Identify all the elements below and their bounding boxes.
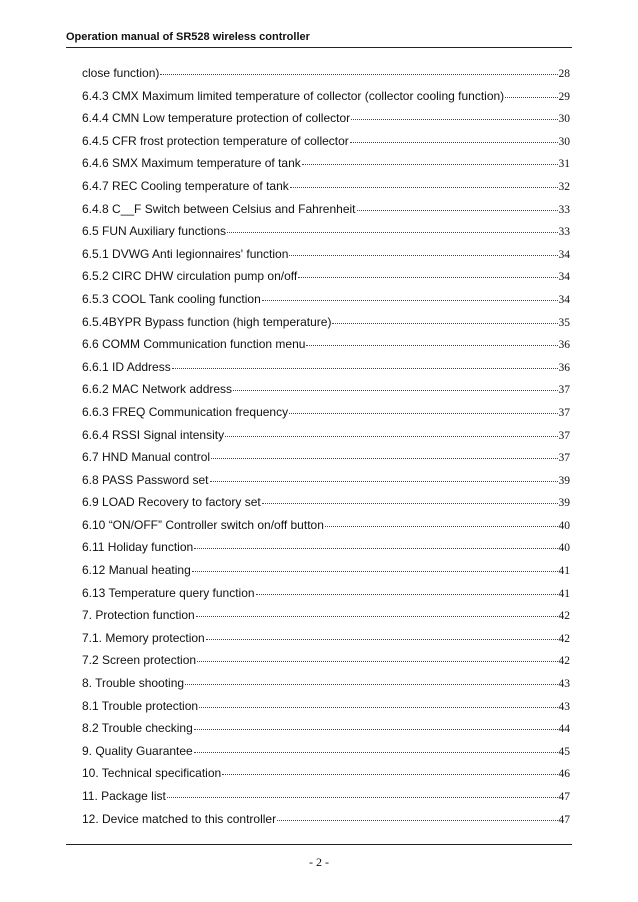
toc-entry[interactable]: [82, 540, 570, 563]
toc-entry-title: 6.7 HND Manual control: [82, 450, 211, 465]
toc-entry-page-number: 37: [558, 406, 570, 419]
toc-entry-title: 6.6.4 RSSI Signal intensity: [82, 427, 225, 442]
toc-entry[interactable]: [82, 89, 570, 112]
toc-entry-page-number: 46: [558, 768, 570, 781]
toc-dot-leader: [167, 787, 558, 798]
toc-entry-page-number: 37: [558, 452, 570, 465]
toc-entry[interactable]: [82, 156, 570, 179]
toc-entry[interactable]: [82, 586, 570, 609]
toc-entry-title: 7. Protection function: [82, 608, 195, 623]
toc-entry[interactable]: [82, 473, 570, 496]
toc-entry[interactable]: [82, 766, 570, 789]
toc-entry-title: 6.11 Holiday function: [82, 540, 194, 555]
toc-entry[interactable]: [82, 360, 570, 383]
toc-dot-leader: [351, 109, 557, 120]
toc-dot-leader: [206, 629, 558, 640]
toc-entry-title: 6.6.2 MAC Network address: [82, 382, 233, 397]
toc-dot-leader: [256, 584, 558, 595]
toc-entry-title: 6.6 COMM Communication function menu: [82, 337, 306, 352]
toc-dot-leader: [192, 561, 558, 572]
toc-entry-title: 8. Trouble shooting: [82, 676, 185, 691]
toc-entry-page-number: 39: [558, 497, 570, 510]
toc-entry-page-number: 32: [558, 180, 570, 193]
toc-entry-title: 6.5.2 CIRC DHW circulation pump on/off: [82, 269, 298, 284]
toc-entry[interactable]: [82, 495, 570, 518]
toc-dot-leader: [194, 538, 557, 549]
toc-dot-leader: [194, 742, 558, 753]
page-number: - 2 -: [309, 855, 329, 869]
toc-dot-leader: [357, 200, 558, 211]
toc-entry[interactable]: [82, 450, 570, 473]
toc-dot-leader: [262, 493, 558, 504]
toc-entry[interactable]: [82, 518, 570, 541]
toc-entry[interactable]: [82, 676, 570, 699]
toc-entry-title: 7.1. Memory protection: [82, 630, 205, 645]
toc-entry-title: 6.4.8 C__F Switch between Celsius and Fahrenheit: [82, 201, 356, 216]
toc-entry[interactable]: [82, 315, 570, 338]
toc-entry-title: 6.10 “ON/OFF” Controller switch on/off button: [82, 517, 324, 532]
toc-entry[interactable]: [82, 382, 570, 405]
toc-entry-title: 12. Device matched to this controller: [82, 811, 277, 826]
toc-entry[interactable]: [82, 812, 570, 835]
toc-dot-leader: [325, 516, 558, 527]
toc-entry-page-number: 47: [558, 791, 570, 803]
toc-entry-title: 9. Quality Guarantee: [82, 743, 193, 758]
toc-entry-title: 6.5.3 COOL Tank cooling function: [82, 291, 261, 306]
toc-entry-page-number: 33: [558, 203, 570, 216]
toc-entry-page-number: 41: [558, 587, 570, 600]
toc-entry-title: 6.4.6 SMX Maximum temperature of tank: [82, 156, 301, 171]
toc-dot-leader: [222, 764, 557, 775]
toc-entry-page-number: 33: [558, 226, 570, 239]
toc-entry[interactable]: [82, 631, 570, 654]
toc-entry[interactable]: [82, 699, 570, 722]
toc-entry[interactable]: [82, 292, 570, 315]
toc-dot-leader: [350, 132, 558, 143]
toc-entry-page-number: 42: [558, 655, 570, 668]
toc-entry-title: 6.4.3 CMX Maximum limited temperature of collector (collector cooling function): [82, 88, 505, 103]
toc-dot-leader: [227, 222, 557, 233]
running-header: Operation manual of SR528 wireless controller: [66, 31, 310, 43]
toc-entry-title: 8.1 Trouble protection: [82, 698, 199, 713]
toc-entry-page-number: 42: [558, 632, 570, 645]
toc-entry[interactable]: [82, 202, 570, 225]
toc-entry[interactable]: [82, 247, 570, 270]
toc-entry[interactable]: [82, 66, 570, 89]
toc-dot-leader: [290, 177, 558, 188]
toc-entry-page-number: 40: [558, 542, 570, 555]
toc-entry-title: 6.6.1 ID Address: [82, 359, 171, 374]
toc-entry[interactable]: [82, 134, 570, 157]
toc-dot-leader: [233, 380, 557, 391]
toc-entry[interactable]: [82, 789, 570, 812]
toc-entry-title: 6.4.5 CFR frost protection temperature of collector: [82, 133, 349, 148]
toc-entry-title: 6.8 PASS Password set: [82, 472, 209, 487]
toc-dot-leader: [277, 810, 557, 821]
toc-entry[interactable]: [82, 721, 570, 744]
toc-entry-page-number: 45: [558, 745, 570, 758]
toc-entry[interactable]: [82, 269, 570, 292]
toc-dot-leader: [211, 448, 557, 459]
toc-entry-title: 10. Technical specification: [82, 766, 222, 781]
toc-entry-page-number: 34: [558, 293, 570, 306]
toc-entry-title: 6.12 Manual heating: [82, 563, 191, 578]
toc-entry-page-number: 41: [558, 565, 570, 578]
toc-entry-title: 6.9 LOAD Recovery to factory set: [82, 495, 261, 510]
toc-dot-leader: [289, 403, 557, 414]
toc-entry[interactable]: [82, 405, 570, 428]
toc-entry-page-number: 36: [558, 361, 570, 374]
toc-entry-title: 6.5 FUN Auxiliary functions: [82, 224, 227, 239]
toc-entry-page-number: 30: [558, 113, 570, 126]
toc-dot-leader: [172, 358, 558, 369]
toc-entry-title: 8.2 Trouble checking: [82, 721, 193, 736]
toc-entry[interactable]: [82, 608, 570, 631]
toc-entry-title: 6.5.1 DVWG Anti legionnaires' function: [82, 246, 289, 261]
toc-dot-leader: [332, 313, 557, 324]
toc-entry-page-number: 29: [558, 90, 570, 103]
toc-entry-page-number: 44: [558, 723, 570, 736]
toc-dot-leader: [185, 674, 557, 685]
toc-entry-title: 11. Package list: [82, 789, 166, 803]
toc-dot-leader: [199, 697, 557, 708]
toc-dot-leader: [262, 290, 558, 301]
toc-entry-page-number: 43: [558, 700, 570, 713]
toc-dot-leader: [197, 651, 557, 662]
footer-divider: [66, 844, 572, 845]
toc-entry-page-number: 36: [558, 339, 570, 352]
toc-entry[interactable]: [82, 653, 570, 676]
toc-entry-page-number: 31: [558, 158, 570, 171]
toc-entry[interactable]: [82, 179, 570, 202]
toc-entry-page-number: 43: [558, 678, 570, 691]
toc-entry-page-number: 42: [558, 610, 570, 623]
toc-dot-leader: [306, 335, 557, 346]
toc-dot-leader: [194, 719, 558, 730]
toc-entry-page-number: 37: [558, 429, 570, 442]
toc-entry-page-number: 39: [558, 474, 570, 487]
toc-entry-page-number: 34: [558, 271, 570, 284]
toc-entry-title: close function): [82, 66, 160, 80]
table-of-contents: [82, 66, 570, 834]
toc-entry-page-number: 34: [558, 248, 570, 261]
toc-dot-leader: [298, 267, 557, 278]
header-divider: [66, 47, 572, 48]
toc-entry[interactable]: [82, 744, 570, 767]
toc-dot-leader: [505, 87, 557, 98]
toc-entry-page-number: 40: [558, 519, 570, 532]
toc-entry-page-number: 28: [558, 68, 570, 80]
toc-entry[interactable]: [82, 224, 570, 247]
toc-entry-title: 6.4.4 CMN Low temperature protection of collector: [82, 111, 351, 126]
toc-dot-leader: [225, 426, 557, 437]
toc-entry-page-number: 35: [558, 316, 570, 329]
toc-entry[interactable]: [82, 337, 570, 360]
toc-dot-leader: [160, 64, 557, 75]
toc-entry-title: 7.2 Screen protection: [82, 653, 197, 668]
toc-entry[interactable]: [82, 563, 570, 586]
toc-dot-leader: [289, 245, 557, 256]
toc-dot-leader: [210, 471, 558, 482]
toc-dot-leader: [302, 154, 558, 165]
toc-entry-page-number: 37: [558, 384, 570, 397]
toc-dot-leader: [196, 606, 558, 617]
toc-entry-title: 6.5.4BYPR Bypass function (high temperature): [82, 314, 332, 329]
toc-entry-page-number: 30: [558, 135, 570, 148]
toc-entry-title: 6.6.3 FREQ Communication frequency: [82, 404, 289, 419]
toc-entry-title: 6.13 Temperature query function: [82, 585, 255, 600]
toc-entry-page-number: 47: [558, 813, 570, 826]
toc-entry[interactable]: [82, 111, 570, 134]
toc-entry[interactable]: [82, 428, 570, 451]
toc-entry-title: 6.4.7 REC Cooling temperature of tank: [82, 178, 289, 193]
